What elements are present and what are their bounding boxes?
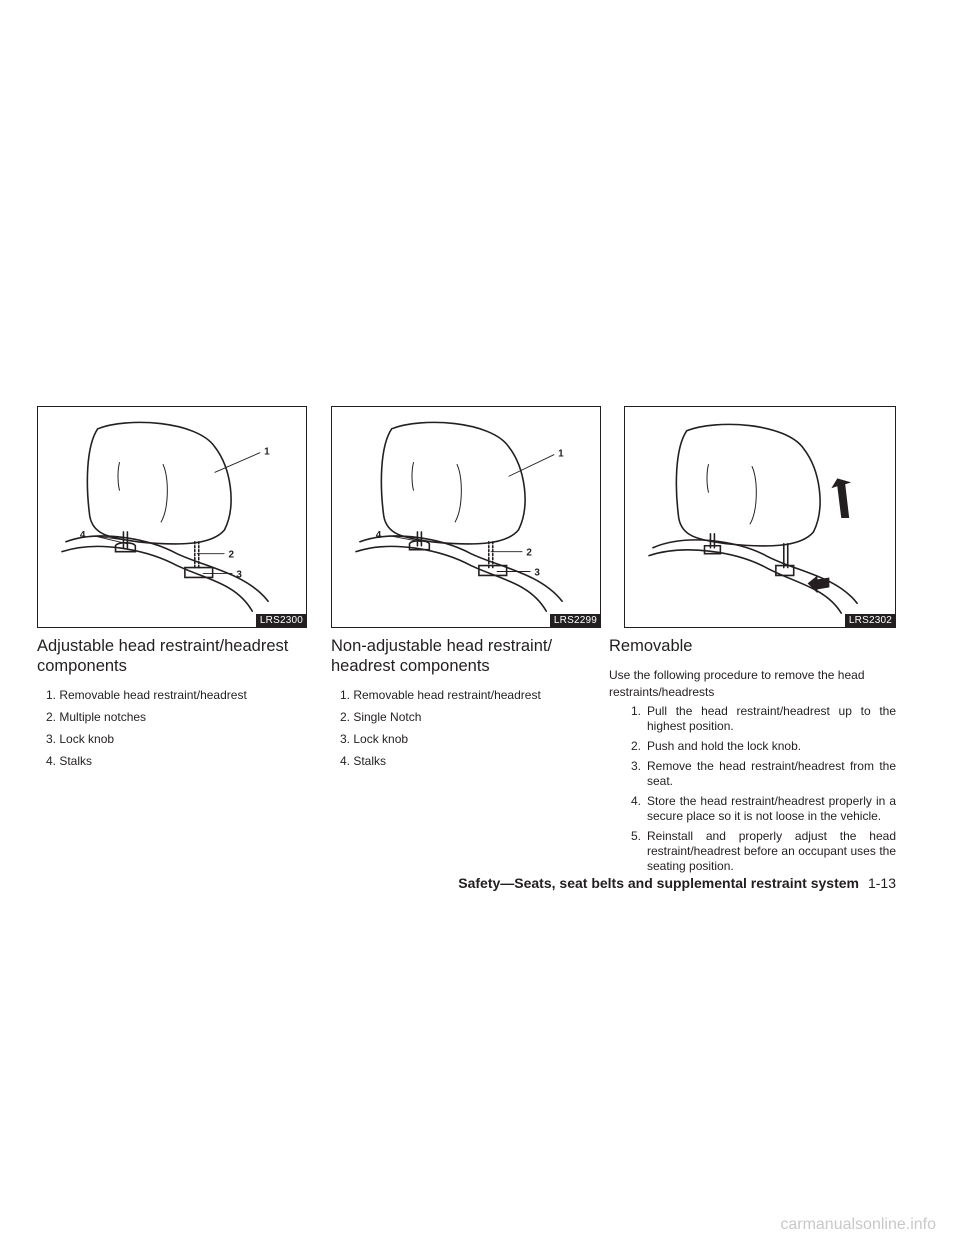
list-item: 1. Removable head restraint/headrest [46,688,247,702]
list-item: 2. Multiple notches [46,710,147,724]
list-item: 4. Stalks [340,754,387,768]
list-item: 4. Stalks [46,754,93,768]
component-list [37,688,307,768]
section-heading: Removable [609,637,693,655]
procedure-step [609,829,896,874]
page-number: 1-13 [867,875,896,891]
intro-paragraph: Use the following procedure to remove the head restraints/headrests [609,668,865,699]
callout-1: 1 [558,448,564,460]
step-number: 3. [631,759,642,773]
component-list [331,688,601,768]
heading-line: headrest components [331,657,490,675]
callout-2: 2 [526,547,532,559]
list-item: 2. Single Notch [340,710,422,724]
up-arrow-icon [831,478,851,518]
callout-2: 2 [228,549,235,561]
procedure-step [609,759,896,789]
section-non-adjustable-components [331,636,601,776]
step-number: 5. [631,829,642,843]
push-arrow-icon [808,575,830,593]
step-text: Reinstall and properly adjust the head restraint/headrest before an occupant uses the seating position. [647,829,896,873]
callout-3: 3 [534,567,540,579]
callout-4: 4 [79,529,86,541]
section-removable [609,636,896,879]
step-number: 1. [631,704,642,718]
figure-code: LRS2299 [550,614,600,627]
figure-adjustable-head-restraint [37,406,307,628]
step-number: 4. [631,794,642,808]
step-text: Push and hold the lock knob. [647,739,802,753]
list-item: 1. Removable head restraint/headrest [340,688,541,702]
figure-removable-head-restraint [624,406,896,628]
procedure-step [609,794,896,824]
page-footer [458,875,896,891]
step-text: Remove the head restraint/headrest from the seat. [647,759,896,788]
removable-head-restraint-illustration [625,407,895,627]
step-text: Pull the head restraint/headrest up to the highest position. [647,704,896,733]
procedure-step [609,704,896,734]
non-adjustable-head-restraint-illustration [332,407,600,627]
procedure-steps [609,704,896,874]
procedure-step [609,739,896,754]
watermark[interactable]: carmanualsonline.info [780,1216,936,1233]
callout-3: 3 [236,569,242,581]
callout-4: 4 [375,529,382,541]
footer-section-title: Safety—Seats, seat belts and supplemental restraint system [458,875,859,891]
figure-code: LRS2302 [845,614,895,627]
section-heading [37,636,307,676]
step-text: Store the head restraint/headrest properly in a secure place so it is not loose in the vehicle. [647,794,896,823]
callout-1: 1 [264,446,270,458]
list-item: 3. Lock knob [340,732,409,746]
section-heading [331,636,601,676]
section-adjustable-components [37,636,307,776]
adjustable-head-restraint-illustration [38,407,306,627]
heading-line: components [37,657,127,675]
figure-code: LRS2300 [256,614,306,627]
list-item: 3. Lock knob [46,732,115,746]
heading-line: Non-adjustable head restraint/ [331,637,553,655]
step-number: 2. [631,739,642,753]
figure-non-adjustable-head-restraint [331,406,601,628]
heading-line: Adjustable head restraint/headrest [37,637,289,655]
